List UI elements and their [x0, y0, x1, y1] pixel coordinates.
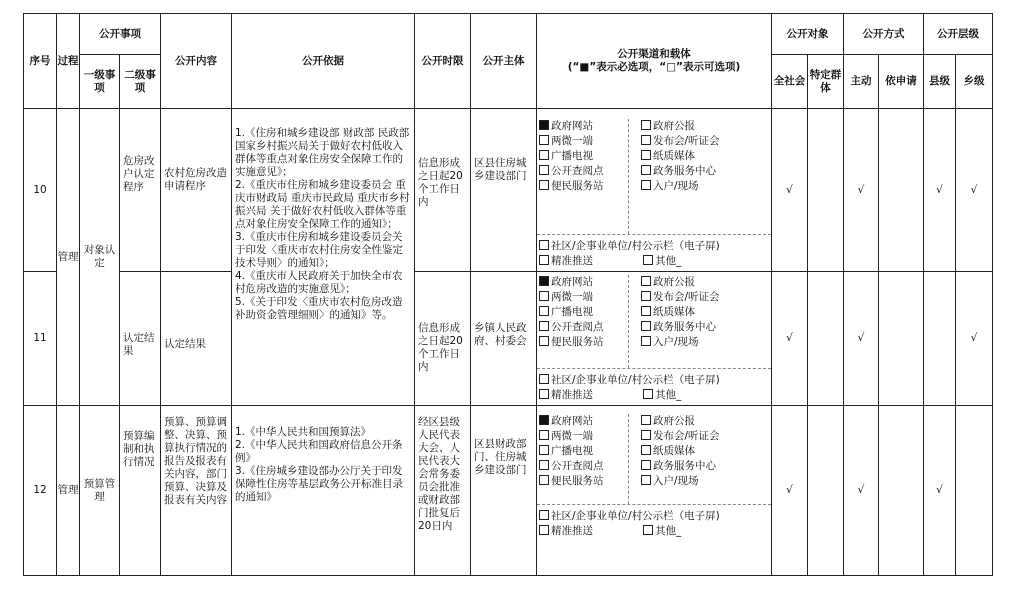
channel-option: 入户/现场 — [641, 179, 720, 194]
row-time-limit: 经区县级人民代表大会、人民代表大会常务委员会批准或财政部门批复后20日内 — [415, 406, 471, 576]
basis-item: 1.《中华人民共和国预算法》 — [235, 426, 372, 438]
row-subject: 区县财政部门、住房城乡建设部门 — [471, 406, 537, 576]
table-row — [24, 272, 993, 406]
header-tier: 公开层级 — [924, 14, 993, 55]
channel-option: 政府公报 — [641, 414, 720, 429]
channel-option: 公开查阅点 — [539, 164, 628, 179]
mark-tier-county — [924, 272, 956, 406]
checkbox-empty-icon — [641, 135, 651, 145]
header-mode: 公开方式 — [844, 14, 924, 55]
checkbox-empty-icon — [643, 255, 653, 265]
channel-option: 纸质媒体 — [641, 149, 720, 164]
table-row — [24, 109, 993, 272]
mark-tier-county: √ — [924, 406, 956, 576]
row-level2: 危房改户认定程序 — [120, 109, 161, 272]
header-matter: 公开事项 — [80, 14, 161, 55]
basis-item: 1.《住房和城乡建设部 财政部 民政部 国家乡村振兴局关于做好农村低收入群体等重点对象住房安全保障工作的实施意见》； — [235, 127, 410, 178]
channel-option: 精准推送 其他_ — [539, 524, 769, 539]
checkbox-empty-icon — [539, 306, 549, 316]
checkbox-empty-icon — [641, 430, 651, 440]
row-subject: 区县住房城乡建设部门 — [471, 109, 537, 272]
header-tier-county: 县级 — [924, 55, 956, 109]
mark-tier-county: √ — [924, 109, 956, 272]
header-channel-title: 公开渠道和载体 — [617, 48, 691, 60]
basis-item: 5.《关于印发〈重庆市农村危房改造补助资金管理细则〉的通知》等。 — [235, 296, 403, 321]
channel-option: 两微一端 — [539, 290, 628, 305]
checkbox-empty-icon — [641, 475, 651, 485]
channel-option: 政务服务中心 — [641, 164, 720, 179]
row-time-limit: 信息形成之日起20个工作日内 — [415, 272, 471, 406]
header-target-specific: 特定群体 — [808, 55, 844, 109]
checkbox-empty-icon — [641, 291, 651, 301]
row-process: 管理 — [57, 406, 80, 576]
channel-option: 便民服务站 — [539, 335, 628, 350]
checkbox-empty-icon — [641, 150, 651, 160]
row-subject: 乡镇人民政府、村委会 — [471, 272, 537, 406]
checkbox-empty-icon — [539, 240, 549, 250]
table-row — [24, 406, 993, 576]
basis-item: 3.《住房城乡建设部办公厅关于印发保障性住房等基层政务公开标准目录的通知》 — [235, 465, 403, 503]
row-content: 农村危房改造申请程序 — [161, 109, 232, 272]
header-process: 过程 — [57, 14, 80, 109]
channel-option: 政府网站 — [539, 414, 628, 429]
row-seq: 10 — [24, 109, 57, 272]
channel-option: 纸质媒体 — [641, 305, 720, 320]
channel-option: 便民服务站 — [539, 474, 628, 489]
header-subject: 公开主体 — [471, 14, 537, 109]
channel-option: 发布会/听证会 — [641, 290, 720, 305]
header-seq: 序号 — [24, 14, 57, 109]
row-seq: 12 — [24, 406, 57, 576]
mark-target-all: √ — [772, 109, 808, 272]
row-level1: 预算管理 — [80, 406, 120, 576]
channel-option: 入户/现场 — [641, 474, 720, 489]
mark-target-specific — [808, 272, 844, 406]
channel-option: 广播电视 — [539, 444, 628, 459]
header-mode-active: 主动 — [844, 55, 879, 109]
checkbox-empty-icon — [539, 510, 549, 520]
header-level1: 一级事项 — [80, 55, 120, 109]
channel-option: 社区/企事业单位/村公示栏（电子屏) — [539, 239, 769, 254]
row-seq: 11 — [24, 272, 57, 406]
checkbox-empty-icon — [539, 165, 549, 175]
row-content: 预算、预算调整、决算、预算执行情况的报告及报表有关内容，部门预算、决算及报表有关内容 — [161, 406, 232, 576]
checkbox-filled-icon — [539, 415, 549, 425]
channel-option: 政府网站 — [539, 119, 628, 134]
header-level2: 二级事项 — [120, 55, 161, 109]
header-channel-note: (“■”表示必选项，“□”表示可选项) — [567, 61, 741, 73]
checkbox-empty-icon — [539, 460, 549, 470]
row-level1: 对象认定 — [80, 109, 120, 406]
mark-target-all: √ — [772, 272, 808, 406]
channel-option: 广播电视 — [539, 305, 628, 320]
channel-option: 公开查阅点 — [539, 459, 628, 474]
checkbox-empty-icon — [539, 525, 549, 535]
basis-item: 2.《中华人民共和国政府信息公开条例》 — [235, 439, 403, 464]
row-level2: 预算编制和执行情况 — [120, 406, 161, 576]
row-basis — [232, 406, 415, 576]
checkbox-empty-icon — [641, 445, 651, 455]
mark-mode-apply — [879, 109, 924, 272]
mark-tier-town: √ — [956, 109, 993, 272]
checkbox-empty-icon — [539, 445, 549, 455]
row-channels — [537, 109, 772, 272]
basis-item: 2.《重庆市住房和城乡建设委员会 重庆市财政局 重庆市民政局 重庆市乡村振兴局 关于做好农村低收入群体等重点对象住房安全保障工作的通知》； — [235, 179, 410, 230]
checkbox-empty-icon — [641, 180, 651, 190]
row-channels — [537, 406, 772, 576]
channel-option: 政务服务中心 — [641, 459, 720, 474]
checkbox-empty-icon — [539, 374, 549, 384]
channel-option: 入户/现场 — [641, 335, 720, 350]
checkbox-empty-icon — [643, 389, 653, 399]
mark-mode-apply — [879, 272, 924, 406]
checkbox-empty-icon — [539, 336, 549, 346]
channel-option: 发布会/听证会 — [641, 134, 720, 149]
channel-option: 政府公报 — [641, 119, 720, 134]
mark-target-specific — [808, 406, 844, 576]
checkbox-empty-icon — [539, 135, 549, 145]
checkbox-empty-icon — [539, 389, 549, 399]
row-basis — [232, 109, 415, 406]
checkbox-empty-icon — [539, 321, 549, 331]
channel-option: 社区/企事业单位/村公示栏（电子屏) — [539, 509, 769, 524]
channel-option: 精准推送 其他_ — [539, 254, 769, 269]
checkbox-empty-icon — [539, 150, 549, 160]
checkbox-empty-icon — [539, 291, 549, 301]
header-mode-apply: 依申请 — [879, 55, 924, 109]
channel-option: 发布会/听证会 — [641, 429, 720, 444]
channel-option: 两微一端 — [539, 134, 628, 149]
row-content: 认定结果 — [161, 272, 232, 406]
mark-target-specific — [808, 109, 844, 272]
header-target-all: 全社会 — [772, 55, 808, 109]
checkbox-empty-icon — [641, 165, 651, 175]
mark-tier-town: √ — [956, 272, 993, 406]
row-process: 管理 — [57, 109, 80, 406]
checkbox-empty-icon — [641, 276, 651, 286]
row-time-limit: 信息形成之日起20个工作日内 — [415, 109, 471, 272]
channel-option: 两微一端 — [539, 429, 628, 444]
checkbox-empty-icon — [641, 336, 651, 346]
checkbox-empty-icon — [539, 475, 549, 485]
checkbox-empty-icon — [643, 525, 653, 535]
header-tier-town: 乡级 — [956, 55, 993, 109]
checkbox-filled-icon — [539, 120, 549, 130]
header-time-limit: 公开时限 — [415, 14, 471, 109]
channel-option: 纸质媒体 — [641, 444, 720, 459]
channel-option: 便民服务站 — [539, 179, 628, 194]
basis-item: 4.《重庆市人民政府关于加快全市农村危房改造的实施意见》； — [235, 270, 403, 295]
channel-option: 广播电视 — [539, 149, 628, 164]
disclosure-table — [23, 13, 993, 576]
checkbox-empty-icon — [641, 306, 651, 316]
checkbox-empty-icon — [641, 460, 651, 470]
header-basis: 公开依据 — [232, 14, 415, 109]
channel-option: 政务服务中心 — [641, 320, 720, 335]
checkbox-empty-icon — [641, 120, 651, 130]
mark-mode-active: √ — [844, 406, 879, 576]
checkbox-empty-icon — [641, 321, 651, 331]
header-content: 公开内容 — [161, 14, 232, 109]
checkbox-empty-icon — [539, 255, 549, 265]
row-channels — [537, 272, 772, 406]
channel-option: 政府公报 — [641, 275, 720, 290]
mark-mode-active: √ — [844, 272, 879, 406]
checkbox-filled-icon — [539, 276, 549, 286]
basis-item: 3.《重庆市住房和城乡建设委员会关于印发〈重庆市农村住房安全性鉴定技术导则〉的通知》； — [235, 231, 403, 269]
channel-option: 公开查阅点 — [539, 320, 628, 335]
mark-mode-active: √ — [844, 109, 879, 272]
row-level2: 认定结果 — [120, 272, 161, 406]
checkbox-empty-icon — [641, 415, 651, 425]
checkbox-empty-icon — [539, 180, 549, 190]
header-channel — [537, 14, 772, 109]
mark-mode-apply — [879, 406, 924, 576]
header-target: 公开对象 — [772, 14, 844, 55]
checkbox-empty-icon — [539, 430, 549, 440]
channel-option: 社区/企事业单位/村公示栏（电子屏) — [539, 373, 769, 388]
channel-option: 精准推送 其他_ — [539, 388, 769, 403]
mark-target-all: √ — [772, 406, 808, 576]
channel-option: 政府网站 — [539, 275, 628, 290]
mark-tier-town — [956, 406, 993, 576]
